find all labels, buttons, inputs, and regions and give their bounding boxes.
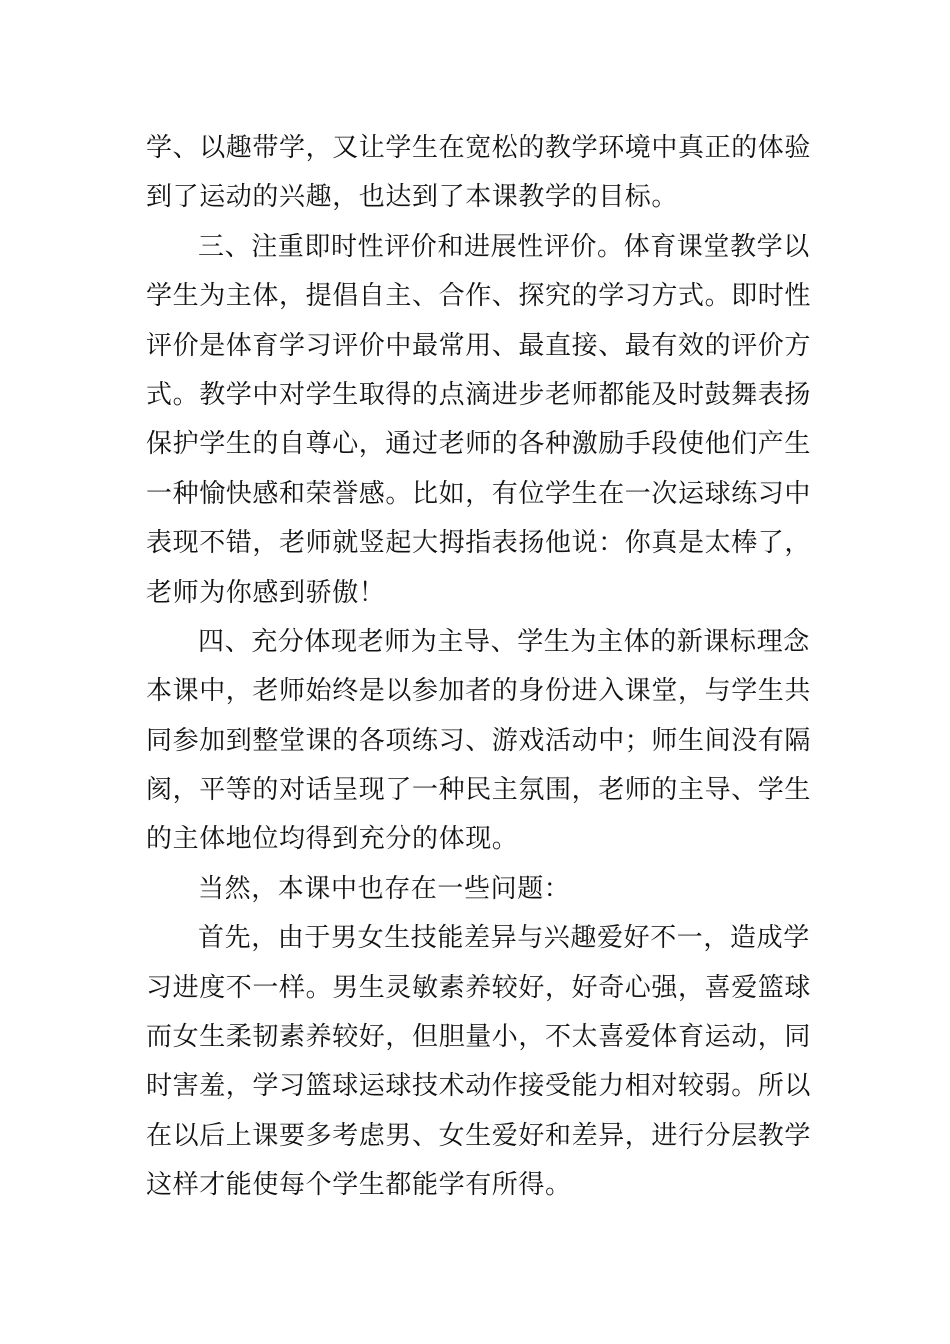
text-line: 本课中，老师始终是以参加者的身份进入课堂，与学生共 (146, 676, 812, 707)
paragraph-start-line: 当然，本课中也存在一些问题： (198, 873, 571, 904)
text-line: 老师为你感到骄傲！ (146, 577, 386, 608)
paragraph-start-line: 三、注重即时性评价和进展性评价。体育课堂教学以 (198, 231, 810, 262)
text-line: 这样才能使每个学生都能学有所得。 (146, 1170, 572, 1201)
text-line: 一种愉快感和荣誉感。比如，有位学生在一次运球练习中 (146, 478, 812, 509)
text-line: 在以后上课要多考虑男、女生爱好和差异，进行分层教学 (146, 1120, 812, 1151)
text-line: 表现不错，老师就竖起大拇指表扬他说：你真是太棒了， (146, 528, 812, 559)
text-line: 阂，平等的对话呈现了一种民主氛围，老师的主导、学生 (146, 775, 812, 806)
text-line: 习进度不一样。男生灵敏素养较好，好奇心强，喜爱篮球 (146, 972, 812, 1003)
text-line: 的主体地位均得到充分的体现。 (146, 824, 519, 855)
body-text (146, 124, 826, 1211)
text-line: 到了运动的兴趣，也达到了本课教学的目标。 (146, 182, 679, 213)
paragraph-start-line: 四、充分体现老师为主导、学生为主体的新课标理念 (198, 626, 810, 657)
text-line: 学生为主体，提倡自主、合作、探究的学习方式。即时性 (146, 281, 812, 312)
text-line: 式。教学中对学生取得的点滴进步老师都能及时鼓舞表扬 (146, 379, 812, 410)
text-line: 时害羞，学习篮球运球技术动作接受能力相对较弱。所以 (146, 1071, 812, 1102)
text-line: 而女生柔韧素养较好，但胆量小，不太喜爱体育运动，同 (146, 1022, 812, 1053)
paragraph-start-line: 首先，由于男女生技能差异与兴趣爱好不一，造成学 (198, 923, 810, 954)
text-line: 评价是体育学习评价中最常用、最直接、最有效的评价方 (146, 330, 812, 361)
text-line: 学、以趣带学，又让学生在宽松的教学环境中真正的体验 (146, 133, 812, 163)
text-line: 保护学生的自尊心，通过老师的各种激励手段使他们产生 (146, 429, 812, 460)
text-line: 同参加到整堂课的各项练习、游戏活动中；师生间没有隔 (146, 725, 812, 756)
